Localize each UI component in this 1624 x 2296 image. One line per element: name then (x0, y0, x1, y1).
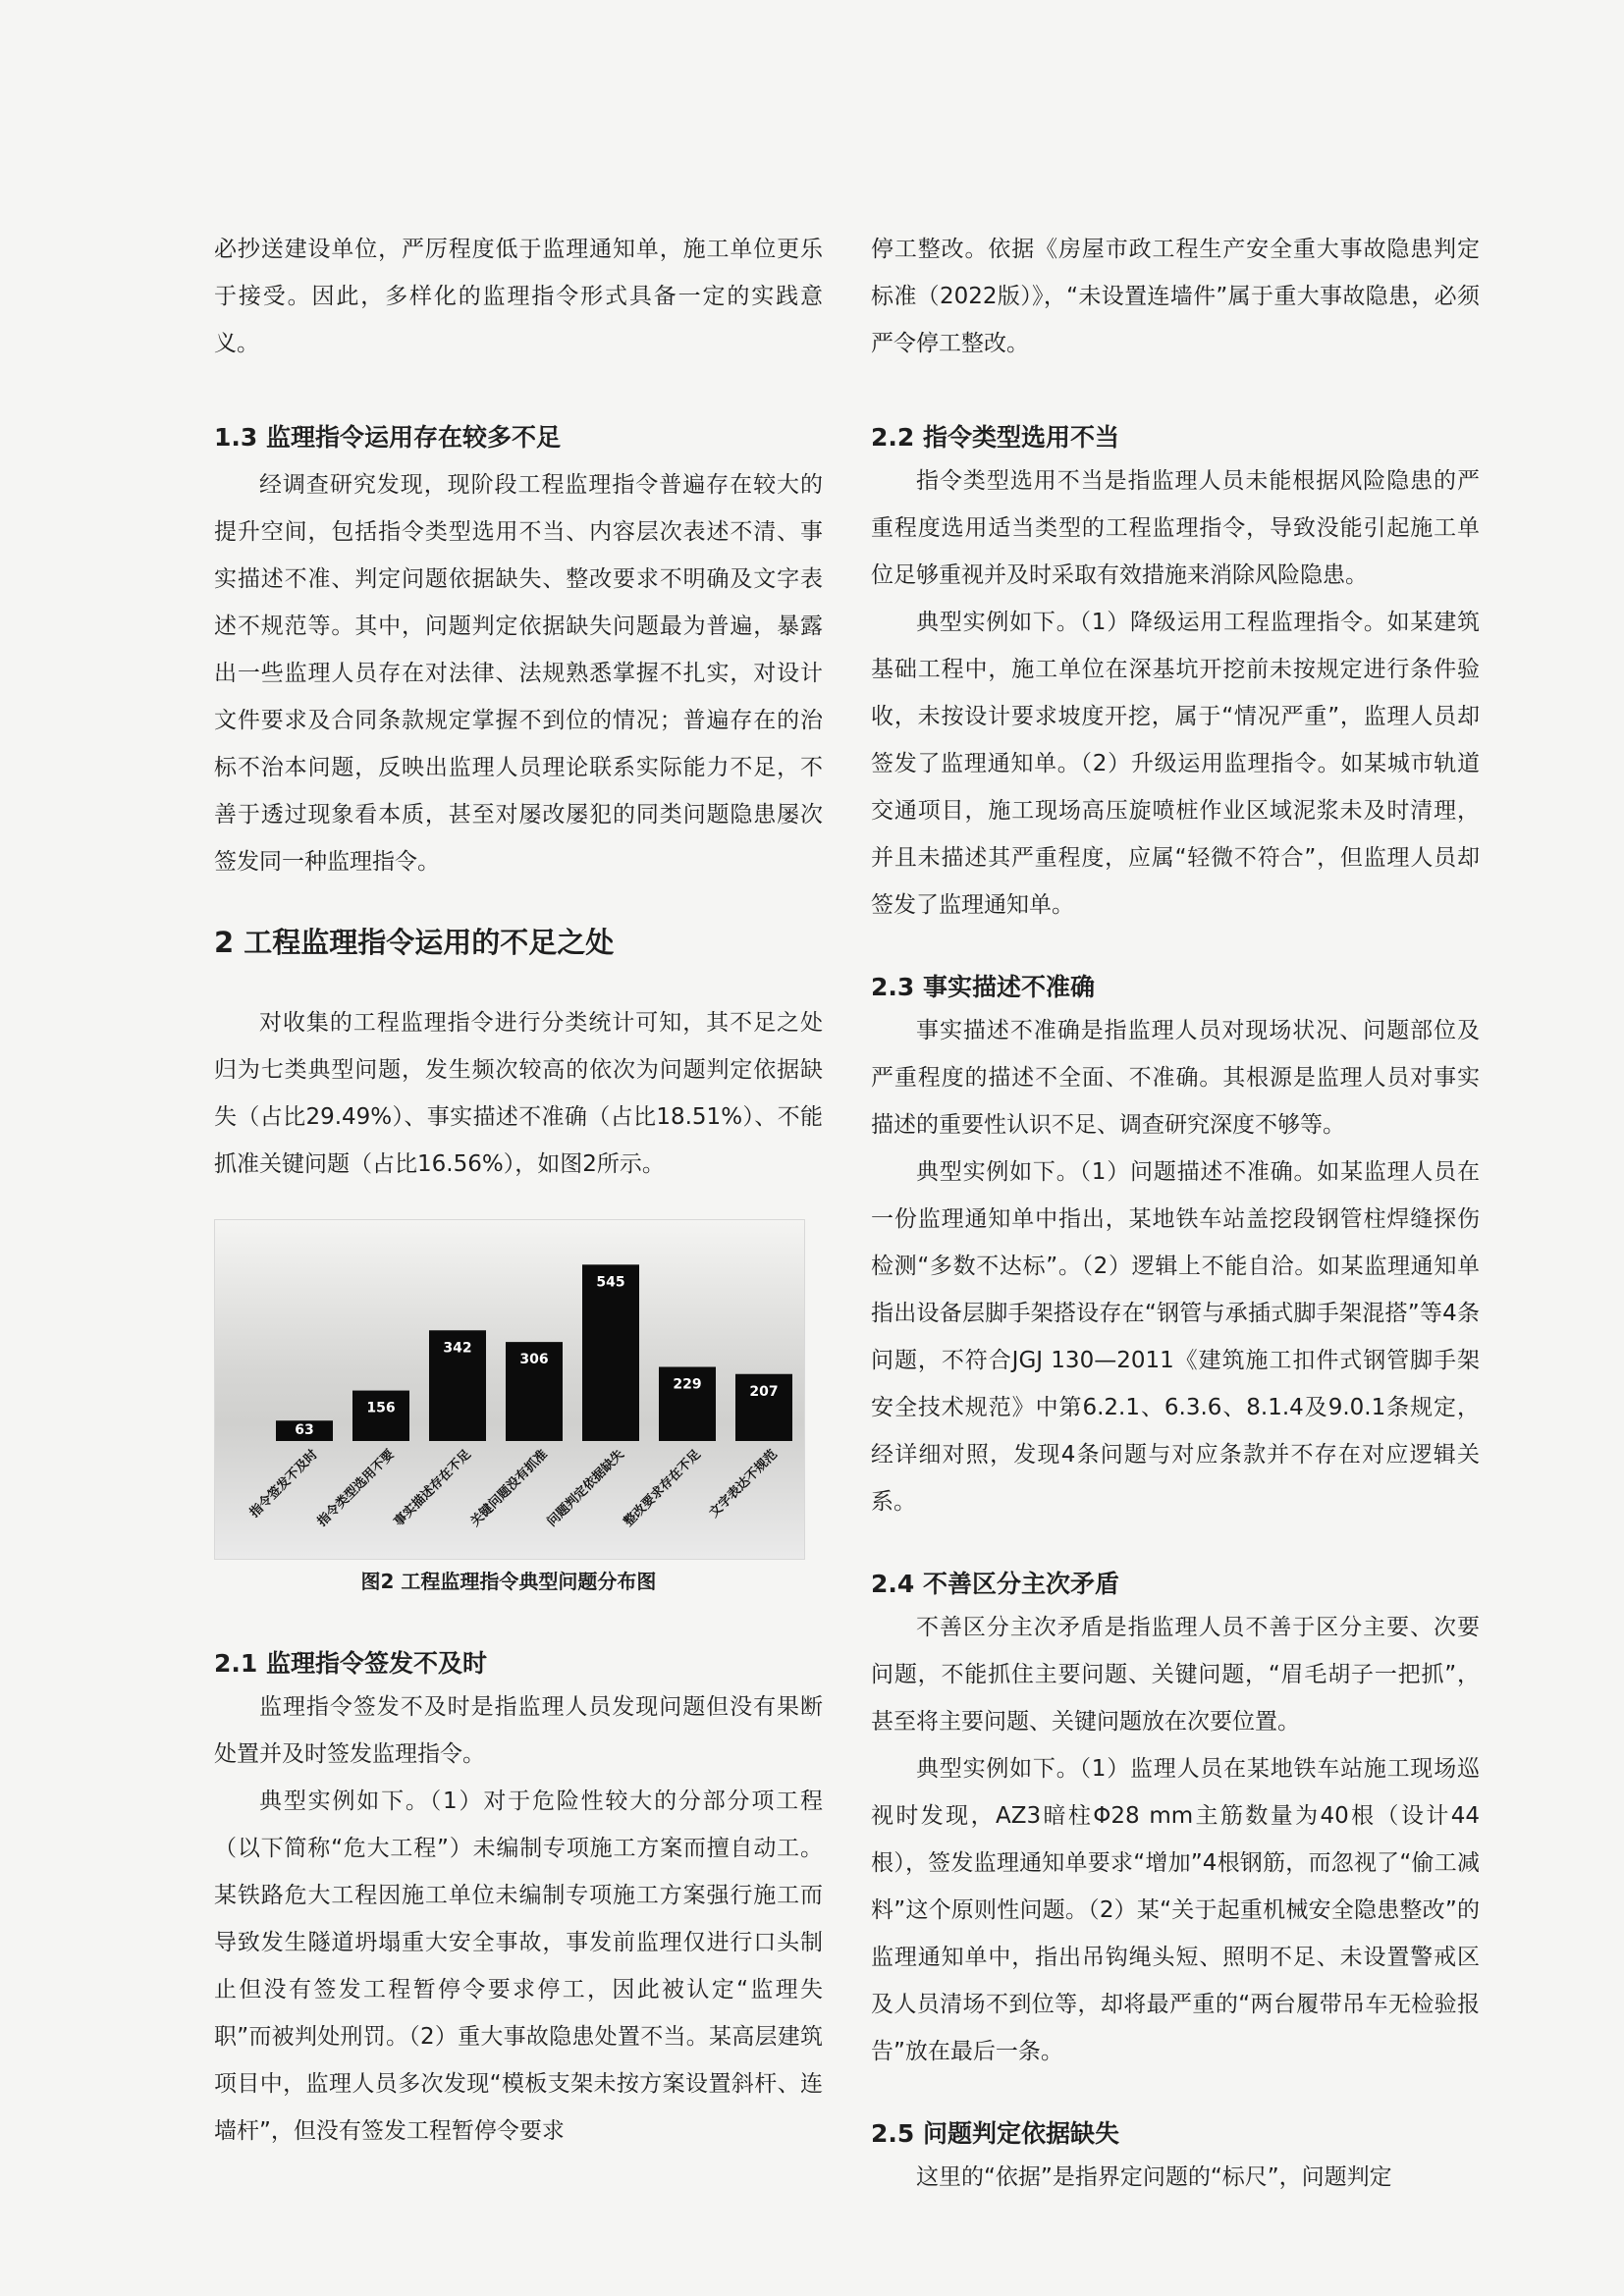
heading-2-2: 2.2 指令类型选用不当 (871, 423, 1119, 452)
heading-2-1: 2.1 监理指令签发不及时 (214, 1649, 487, 1678)
paragraph: 典型实例如下。（1）监理人员在某地铁车站施工现场巡视时发现，AZ3暗柱Φ28 mm主筋数量为40根（设计44根），签发监理通知单要求“增加”4根钢筋，而忽视了“偷工减料”这个原则性问题。（2）某“关于起重机械安全隐患整改”的监理通知单中，指出吊钩绳头短、照明不足、未设置警戒区及人员清场不到位等，却将最严重的“两台履带吊车无检验报告”放在最后一条。 (871, 1756, 1480, 2064)
paragraph: 经调查研究发现，现阶段工程监理指令普遍存在较大的提升空间，包括指令类型选用不当、内容层次表述不清、事实描述不准、判定问题依据缺失、整改要求不明确及文字表述不规范等。其中，问题判定依据缺失问题最为普遍，暴露出一些监理人员存在对法律、法规熟悉掌握不扎实，对设计文件要求及合同条款规定掌握不到位的情况；普遍存在的治标不治本问题，反映出监理人员理论联系实际能力不足，不善于透过现象看本质，甚至对屡改屡犯的同类问题隐患屡次签发同一种监理指令。 (214, 472, 823, 875)
bar-问题判定依据缺失 (582, 1264, 639, 1441)
category-label: 指令类型选用不要 (314, 1447, 398, 1530)
data-label: 545 (596, 1274, 625, 1291)
paragraph: 对收集的工程监理指令进行分类统计可知，其不足之处归为七类典型问题，发生频次较高的依次为问题判定依据缺失（占比29.49%）、事实描述不准确（占比18.51%）、不能抓准关键问题（占比16.56%），如图2所示。 (214, 1010, 823, 1177)
heading-2: 2 工程监理指令运用的不足之处 (214, 926, 615, 959)
category-label: 问题判定依据缺失 (544, 1447, 627, 1530)
paragraph: 典型实例如下。（1）降级运用工程监理指令。如某建筑基础工程中，施工单位在深基坑开挖前未按规定进行条件验收，未按设计要求坡度开挖，属于“情况严重”，监理人员却签发了监理通知单。（2）升级运用监理指令。如某城市轨道交通项目，施工现场高压旋喷桩作业区域泥浆未及时清理，并且未描述其严重程度，应属“轻微不符合”，但监理人员却签发了监理通知单。 (871, 610, 1480, 918)
paragraph: 典型实例如下。（1）问题描述不准确。如某监理人员在一份监理通知单中指出，某地铁车站盖挖段钢管柱焊缝探伤检测“多数不达标”。（2）逻辑上不能自洽。如某监理通知单指出设备层脚手架搭设存在“钢管与承插式脚手架混搭”等4条问题，不符合JGJ 130—2011《建筑施工扣件式钢管脚手架安全技术规范》中第6.2.1、6.3.6、8.1.4及9.0.1条规定，经详细对照，发现4条问题与对应条款并不存在对应逻辑关系。 (871, 1159, 1480, 1515)
paragraph: 指令类型选用不当是指监理人员未能根据风险隐患的严重程度选用适当类型的工程监理指令，导致没能引起施工单位足够重视并及时采取有效措施来消除风险隐患。 (871, 468, 1480, 588)
paragraph: 停工整改。依据《房屋市政工程生产安全重大事故隐患判定标准（2022版）》，“未设置连墙件”属于重大事故隐患，必须严令停工整改。 (871, 237, 1480, 356)
bar-chart (215, 1220, 804, 1559)
data-label: 342 (443, 1340, 472, 1357)
chart-figure (214, 1219, 805, 1560)
category-label: 文字表达不规范 (706, 1447, 781, 1522)
heading-2-4: 2.4 不善区分主次矛盾 (871, 1570, 1119, 1598)
paragraph: 不善区分主次矛盾是指监理人员不善于区分主要、次要问题，不能抓住主要问题、关键问题，“眉毛胡子一把抓”，甚至将主要问题、关键问题放在次要位置。 (871, 1615, 1480, 1735)
paragraph: 监理指令签发不及时是指监理人员发现问题但没有果断处置并及时签发监理指令。 (214, 1694, 823, 1767)
category-label: 整改要求存在不足 (621, 1447, 704, 1530)
heading-2-3: 2.3 事实描述不准确 (871, 973, 1095, 1001)
data-label: 207 (749, 1383, 779, 1400)
left-column (214, 226, 823, 2155)
paragraph: 这里的“依据”是指界定问题的“标尺”，问题判定 (916, 2164, 1392, 2190)
data-label: 306 (519, 1352, 549, 1368)
heading-2-5: 2.5 问题判定依据缺失 (871, 2119, 1119, 2148)
category-label: 关键问题没有抓准 (467, 1447, 551, 1530)
heading-1-3: 1.3 监理指令运用存在较多不足 (214, 423, 561, 452)
paragraph: 典型实例如下。（1）对于危险性较大的分部分项工程（以下简称“危大工程”）未编制专项施工方案而擅自动工。某铁路危大工程因施工单位未编制专项施工方案强行施工而导致发生隧道坍塌重大安全事故，事发前监理仅进行口头制止但没有签发工程暂停令要求停工，因此被认定“监理失职”而被判处刑罚。（2）重大事故隐患处置不当。某高层建筑项目中，监理人员多次发现“模板支架未按方案设置斜杆、连墙杆”，但没有签发工程暂停令要求 (214, 1789, 823, 2144)
category-label: 指令签发不及时 (246, 1447, 321, 1522)
figure-caption: 图2 工程监理指令典型问题分布图 (360, 1570, 657, 1593)
right-column (871, 226, 1480, 2201)
data-label: 63 (295, 1422, 314, 1439)
data-label: 229 (673, 1376, 702, 1393)
data-label: 156 (366, 1400, 396, 1416)
paragraph: 事实描述不准确是指监理人员对现场状况、问题部位及严重程度的描述不全面、不准确。其根源是监理人员对事实描述的重要性认识不足、调查研究深度不够等。 (871, 1018, 1480, 1138)
category-label: 事实描述存在不足 (391, 1447, 474, 1530)
paragraph: 必抄送建设单位，严厉程度低于监理通知单，施工单位更乐于接受。因此，多样化的监理指令形式具备一定的实践意义。 (214, 237, 823, 356)
